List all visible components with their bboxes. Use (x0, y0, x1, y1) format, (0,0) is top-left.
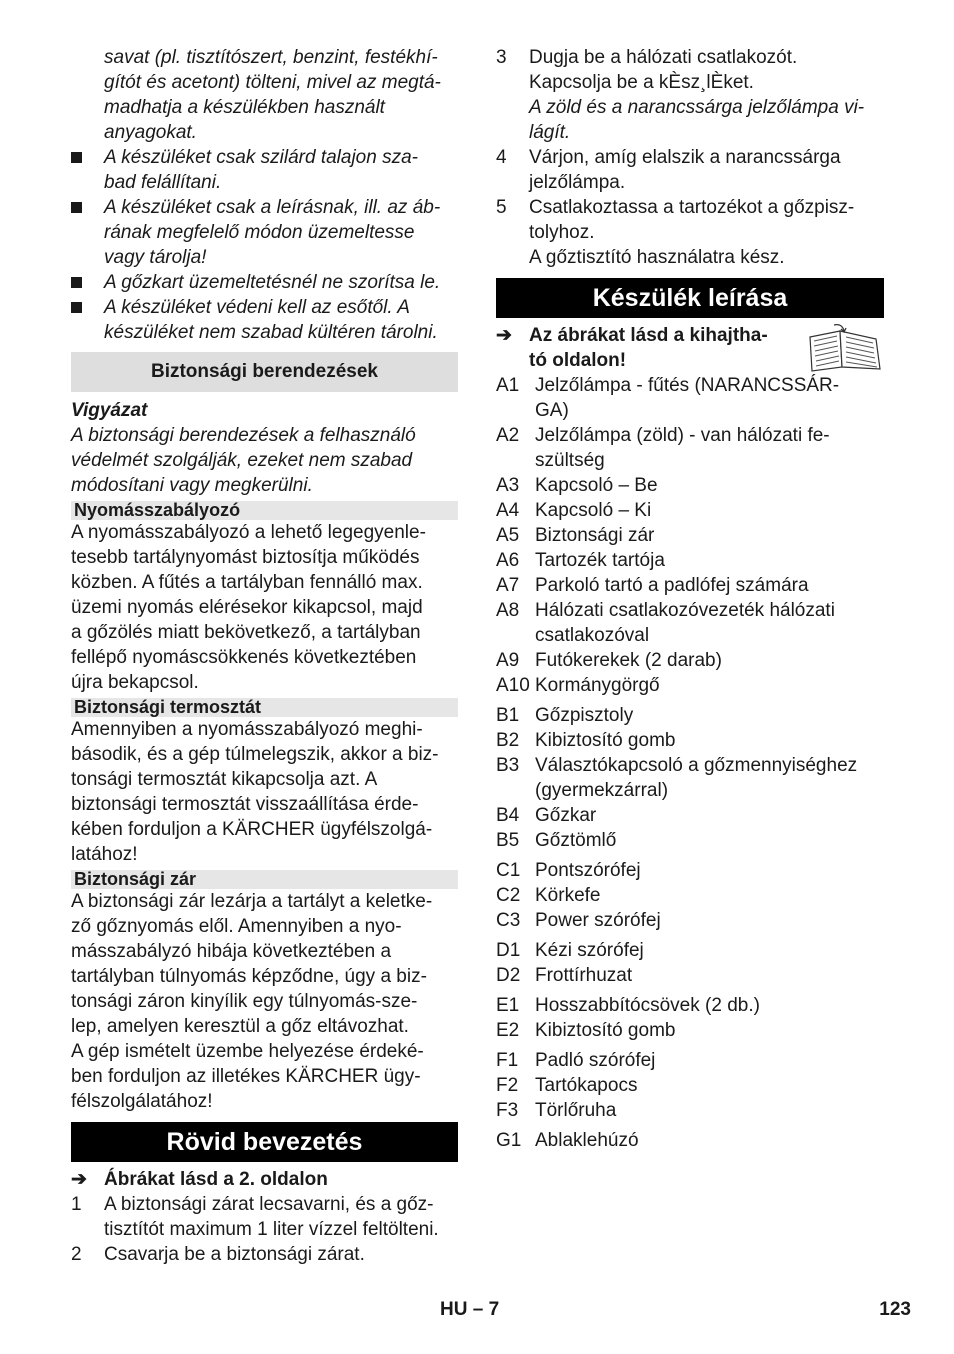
component-label: Hálózati csatlakozóvezeték hálózati (535, 600, 835, 621)
component-label: Tartozék tartója (535, 550, 665, 571)
paragraph-line: ző gőznyomás elől. Amennyiben a nyo- (71, 916, 402, 937)
step-line: jelzőlámpa. (529, 172, 626, 193)
component-code: A3 (496, 475, 520, 496)
component-group (496, 938, 884, 988)
foldout-reference-text (529, 323, 789, 373)
step-item (496, 45, 884, 145)
paragraph-line: Amennyiben a nyomásszabályozó meghi- (71, 719, 423, 740)
paragraph-line: A nyomásszabályozó a lehető legegyenle- (71, 522, 426, 543)
component-label: Kormánygörgő (535, 675, 660, 696)
component-code: B1 (496, 705, 520, 726)
component-label: GA) (535, 400, 569, 421)
component-label: Gőztömlő (535, 830, 617, 851)
component-code: B3 (496, 755, 520, 776)
component-item (496, 1128, 884, 1153)
intro-line: madhatja a készülékben használt (104, 97, 385, 118)
component-code: E1 (496, 995, 520, 1016)
paragraph-line: tesebb tartálynyomást biztosítja működés (71, 547, 420, 568)
step-number: 1 (71, 1194, 82, 1215)
step-line: A biztonsági zárat lecsavarni, és a gőz- (104, 1194, 434, 1215)
bullet-line: rának megfelelő módon üzemeltesse (104, 222, 415, 243)
step-number: 2 (71, 1244, 82, 1265)
component-item (496, 908, 884, 933)
section-heading-device-description: Készülék leírása (496, 278, 884, 318)
figure-reference-text: Ábrákat lásd a 2. oldalon (104, 1169, 328, 1190)
step-item (71, 1242, 458, 1267)
component-label: Kibiztosító gomb (535, 1020, 676, 1041)
step-line: Csavarja be a biztonsági zárat. (104, 1244, 365, 1265)
bullet-line: A gőzkart üzemeltetésnél ne szorítsa le. (104, 272, 441, 293)
arrow-right-icon: ➔ (71, 1169, 87, 1190)
component-item (496, 598, 884, 648)
component-label: szültség (535, 450, 605, 471)
left-column (71, 45, 458, 1267)
paragraph-line: másszabályzó hibája következtében a (71, 941, 392, 962)
component-label: Futókerekek (2 darab) (535, 650, 722, 671)
bullet-item (71, 195, 458, 270)
component-item (496, 828, 884, 853)
section-heading-quick-start: Rövid bevezetés (71, 1122, 458, 1162)
component-label: Kapcsoló – Ki (535, 500, 652, 521)
component-label: Gőzpisztoly (535, 705, 634, 726)
step-number: 3 (496, 47, 507, 68)
component-code: A10 (496, 675, 530, 696)
component-code: A8 (496, 600, 520, 621)
paragraph-line: a gőzölés miatt bekövetkező, a tartályban (71, 622, 421, 643)
subheading-pressure-regulator: Nyomásszabályozó (71, 501, 458, 520)
step-item (496, 195, 884, 270)
bullet-line: A készüléket védeni kell az esőtől. A (104, 297, 410, 318)
bullet-item (71, 295, 458, 345)
component-item (496, 473, 884, 498)
paragraph-line: újra bekapcsol. (71, 672, 199, 693)
paragraph-line: tonsági termosztát kikapcsolja azt. A (71, 769, 378, 790)
intro-line: gítót és acetont) tölteni, mivel az megtá- (104, 72, 441, 93)
component-item (496, 1018, 884, 1043)
safety-thermostat-text (71, 717, 458, 867)
bullet-line: A készüléket csak a leírásnak, ill. az áb- (104, 197, 441, 218)
component-code: A5 (496, 525, 520, 546)
foldout-reference-line: Az ábrákat lásd a kihajtha- (529, 325, 768, 346)
step-item (496, 145, 884, 195)
component-code: G1 (496, 1130, 522, 1151)
component-item (496, 938, 884, 963)
paragraph-line: básodik, és a gép túlmelegszik, akkor a biz- (71, 744, 439, 765)
step-number: 4 (496, 147, 507, 168)
component-label: Gőzkar (535, 805, 597, 826)
component-label: Padló szórófej (535, 1050, 656, 1071)
component-code: B2 (496, 730, 520, 751)
step-line: Dugja be a hálózati csatlakozót. (529, 47, 798, 68)
foldout-reference (496, 323, 884, 373)
component-label: Hosszabbítócsövek (2 db.) (535, 995, 760, 1016)
component-code: D1 (496, 940, 521, 961)
component-label: csatlakozóval (535, 625, 650, 646)
component-item (496, 423, 884, 473)
quick-start-steps-continued (496, 45, 884, 270)
component-item (496, 993, 884, 1018)
step-result-line: lágít. (529, 122, 571, 143)
subheading-safety-lock: Biztonsági zár (71, 870, 458, 889)
component-label: (gyermekzárral) (535, 780, 669, 801)
component-code: C3 (496, 910, 521, 931)
component-item (496, 1048, 884, 1073)
component-item (496, 498, 884, 523)
component-item (496, 573, 884, 598)
safety-bullet-list (71, 145, 458, 345)
component-item (496, 803, 884, 828)
step-number: 5 (496, 197, 507, 218)
component-code: A1 (496, 375, 520, 396)
component-item (496, 963, 884, 988)
component-label: Kézi szórófej (535, 940, 644, 961)
component-item (496, 523, 884, 548)
component-item (496, 1098, 884, 1123)
component-label: Kapcsoló – Be (535, 475, 658, 496)
component-label: Ablaklehúzó (535, 1130, 639, 1151)
component-label: Parkoló tartó a padlófej számára (535, 575, 809, 596)
safety-lock-text (71, 889, 458, 1114)
bullet-line: A készüléket csak szilárd talajon sza- (104, 147, 418, 168)
pressure-regulator-text (71, 520, 458, 695)
quick-start-steps (71, 1192, 458, 1267)
intro-paragraph (71, 45, 458, 145)
component-item (496, 883, 884, 908)
paragraph-line: A biztonsági zár lezárja a tartályt a keletke- (71, 891, 433, 912)
component-label: Kibiztosító gomb (535, 730, 676, 751)
component-item (496, 753, 884, 803)
component-label: Törlőruha (535, 1100, 617, 1121)
component-item (496, 673, 884, 698)
component-item (496, 548, 884, 573)
component-label: Frottírhuzat (535, 965, 633, 986)
component-item (496, 728, 884, 753)
paragraph-line: közben. A fűtés a tartályban fennálló max. (71, 572, 423, 593)
paragraph-line: üzemi nyomás elérésekor kikapcsol, majd (71, 597, 423, 618)
component-code: E2 (496, 1020, 520, 1041)
component-code: A7 (496, 575, 520, 596)
component-code: D2 (496, 965, 521, 986)
component-group (496, 1048, 884, 1123)
paragraph-line: félszolgálatához! (71, 1091, 213, 1112)
bullet-line: bad felállítani. (104, 172, 222, 193)
section-heading-safety-devices: Biztonsági berendezések (71, 352, 458, 392)
subheading-safety-thermostat: Biztonsági termosztát (71, 698, 458, 717)
component-label: Választókapcsoló a gőzmennyiséghez (535, 755, 858, 776)
component-label: Jelzőlámpa - fűtés (NARANCSSÁR- (535, 375, 840, 396)
component-code: A9 (496, 650, 520, 671)
component-code: B5 (496, 830, 520, 851)
step-result-line: A zöld és a narancssárga jelzőlámpa vi- (529, 97, 865, 118)
page-number: 123 (879, 1299, 911, 1320)
paragraph-line: latához! (71, 844, 138, 865)
component-label: Körkefe (535, 885, 601, 906)
step-line: A gőztisztító használatra kész. (529, 247, 785, 268)
component-group (496, 373, 884, 698)
component-group (496, 703, 884, 853)
component-code: F3 (496, 1100, 519, 1121)
caution-text (71, 423, 458, 498)
component-label: Tartókapocs (535, 1075, 638, 1096)
arrow-right-icon: ➔ (496, 325, 512, 346)
component-group (496, 858, 884, 933)
component-item (496, 373, 884, 423)
caution-line: A biztonsági berendezések a felhasználó (71, 425, 416, 446)
step-line: Kapcsolja be a kÈsz¸lÈket. (529, 72, 754, 93)
step-line: Csatlakoztassa a tartozékot a gőzpisz- (529, 197, 855, 218)
component-code: F1 (496, 1050, 519, 1071)
paragraph-line: ben forduljon az illetékes KÄRCHER ügy- (71, 1066, 421, 1087)
component-group (496, 1128, 884, 1153)
bullet-line: készüléket nem szabad kültéren tárolni. (104, 322, 438, 343)
caution-line: módosítani vagy megkerülni. (71, 475, 313, 496)
component-item (496, 1073, 884, 1098)
footer-section-label: HU – 7 (440, 1299, 500, 1320)
component-item (496, 703, 884, 728)
bullet-item (71, 145, 458, 195)
figure-reference (71, 1167, 458, 1192)
step-line: tisztítót maximum 1 liter vízzel feltölteni. (104, 1219, 439, 1240)
step-item (71, 1192, 458, 1242)
component-code: B4 (496, 805, 520, 826)
component-code: C1 (496, 860, 521, 881)
intro-line: anyagokat. (104, 122, 197, 143)
book-icon (804, 323, 884, 373)
caution-line: védelmét szolgálják, ezeket nem szabad (71, 450, 413, 471)
bullet-line: vagy tárolja! (104, 247, 207, 268)
component-label: Biztonsági zár (535, 525, 655, 546)
step-line: tolyhoz. (529, 222, 595, 243)
component-item (496, 858, 884, 883)
intro-line: savat (pl. tisztítószert, benzint, festékhí- (104, 47, 438, 68)
component-item (496, 648, 884, 673)
paragraph-line: kében forduljon a KÄRCHER ügyfélszolgá- (71, 819, 433, 840)
component-list (496, 373, 884, 1153)
component-code: C2 (496, 885, 521, 906)
caution-title: Vigyázat (71, 400, 148, 421)
foldout-reference-line: tó oldalon! (529, 350, 627, 371)
component-label: Power szórófej (535, 910, 661, 931)
component-code: A6 (496, 550, 520, 571)
paragraph-line: fellépő nyomáscsökkenés következtében (71, 647, 417, 668)
component-code: A4 (496, 500, 520, 521)
paragraph-line: tonsági záron kinyílik egy túlnyomás-sze- (71, 991, 418, 1012)
right-column (496, 45, 884, 1153)
paragraph-line: lep, amelyen keresztül a gőz eltávozhat. (71, 1016, 409, 1037)
paragraph-line: tartályban túlnyomás képződne, úgy a biz- (71, 966, 427, 987)
step-line: Várjon, amíg elalszik a narancssárga (529, 147, 841, 168)
bullet-item (71, 270, 458, 295)
component-label: Jelzőlámpa (zöld) - van hálózati fe- (535, 425, 830, 446)
component-group (496, 993, 884, 1043)
paragraph-line: A gép ismételt üzembe helyezése érdeké- (71, 1041, 424, 1062)
component-code: F2 (496, 1075, 519, 1096)
paragraph-line: biztonsági termosztát visszaállítása érde- (71, 794, 419, 815)
component-code: A2 (496, 425, 520, 446)
component-label: Pontszórófej (535, 860, 641, 881)
